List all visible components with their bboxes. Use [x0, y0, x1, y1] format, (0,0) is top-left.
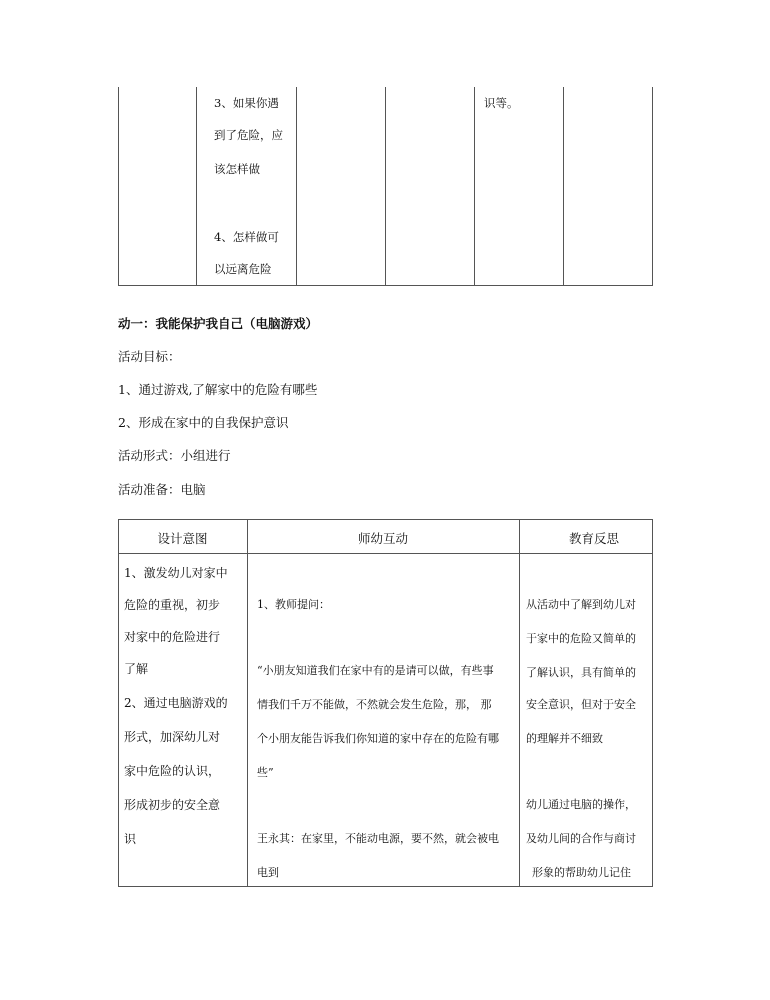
reflection-line: 了解认识，具有简单的 — [526, 666, 636, 679]
top-table-border — [296, 87, 297, 285]
reflection-line: 幼儿通过电脑的操作， — [526, 798, 636, 811]
design-intent-line: 识 — [124, 832, 137, 846]
top-table-cell-text: 识等。 — [484, 96, 519, 110]
design-intent-line: 对家中的危险进行 — [124, 630, 221, 644]
interaction-line: 王永其：在家里，不能动电源，要不然，就会被电 — [257, 832, 499, 845]
top-table-border — [118, 285, 653, 286]
reflection-line: 形象的帮助幼儿记住 — [532, 866, 631, 879]
top-table-border — [652, 87, 653, 285]
bottom-table-border — [118, 519, 119, 887]
bottom-table-border — [118, 519, 653, 520]
top-table-border — [563, 87, 564, 285]
design-intent-line: 形成初步的安全意 — [124, 798, 221, 812]
interaction-line: “小朋友知道我们在家中有的是请可以做，有些事 — [257, 664, 494, 677]
top-table-border — [118, 87, 119, 285]
reflection-line: 及幼儿间的合作与商讨 — [526, 832, 636, 845]
top-table-cell-text: 3、如果你遇 — [214, 96, 279, 110]
reflection-line: 从活动中了解到幼儿对 — [526, 598, 636, 611]
top-table-border — [385, 87, 386, 285]
header-reflection: 教育反思 — [568, 531, 619, 546]
activity-form: 活动形式：小组进行 — [118, 448, 231, 463]
top-table-cell-text: 到了危险，应 — [214, 128, 283, 142]
design-intent-line: 家中危险的认识， — [124, 764, 221, 778]
goal-label: 活动目标： — [118, 349, 181, 364]
interaction-line: 些” — [257, 766, 274, 779]
header-design-intent: 设计意图 — [157, 531, 208, 546]
top-table-border — [196, 87, 197, 285]
design-intent-line: 危险的重视，初步 — [124, 598, 221, 612]
interaction-line: 个小朋友能告诉我们你知道的家中存在的危险有哪 — [257, 732, 499, 745]
bottom-table-border — [118, 553, 653, 554]
design-intent-line: 2、通过电脑游戏的 — [124, 696, 228, 710]
design-intent-line: 了解 — [124, 662, 149, 676]
reflection-line: 安全意识，但对于安全 — [526, 698, 636, 711]
bottom-table-border — [519, 519, 520, 887]
activity-prep: 活动准备：电脑 — [118, 482, 206, 497]
section-title: 动一：我能保护我自己（电脑游戏） — [118, 316, 319, 331]
design-intent-line: 1、激发幼儿对家中 — [124, 566, 228, 580]
design-intent-line: 形式，加深幼儿对 — [124, 730, 221, 744]
interaction-line: 1、教师提问： — [257, 598, 330, 611]
top-table-border — [474, 87, 475, 285]
interaction-line: 电到 — [257, 866, 279, 879]
goal-item: 1、通过游戏,了解家中的危险有哪些 — [118, 382, 318, 397]
goal-item: 2、形成在家中的自我保护意识 — [118, 415, 289, 430]
header-interaction: 师幼互动 — [357, 531, 408, 546]
interaction-line: 情我们千万不能做，不然就会发生危险，那， 那 — [257, 698, 492, 711]
reflection-line: 于家中的危险又简单的 — [526, 632, 636, 645]
bottom-table-border — [247, 519, 248, 887]
reflection-line: 的理解并不细致 — [526, 732, 603, 745]
top-table-cell-text: 4、怎样做可 — [214, 230, 279, 244]
top-table-cell-text: 以远离危险 — [214, 262, 272, 276]
bottom-table-border — [652, 519, 653, 887]
bottom-table-border — [118, 886, 653, 887]
top-table-cell-text: 该怎样做 — [214, 162, 260, 176]
